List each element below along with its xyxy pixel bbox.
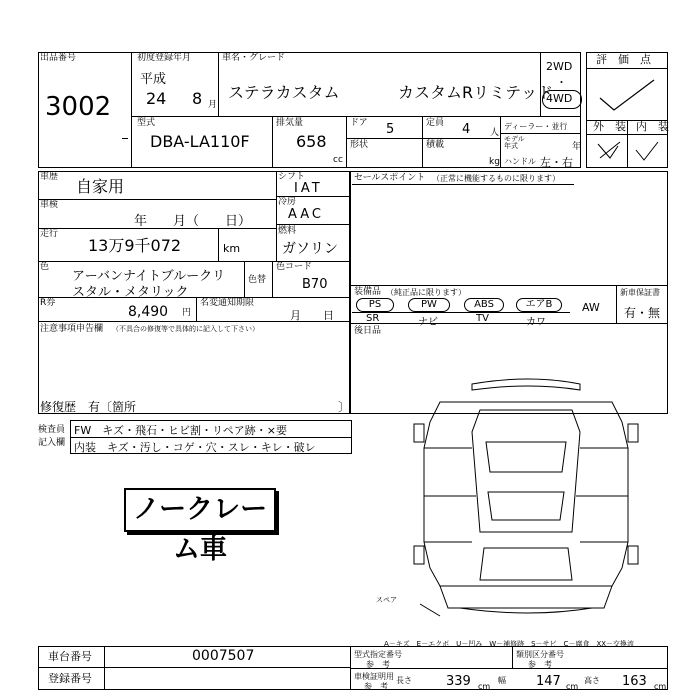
equip-aw: AW xyxy=(582,301,600,314)
equip-label: 装備品 xyxy=(354,287,382,297)
divider xyxy=(218,228,219,261)
displacement-value: 658 xyxy=(296,132,327,151)
recycle-label: R券 xyxy=(40,298,56,308)
divider xyxy=(422,116,423,168)
reg-year: 24 xyxy=(146,89,167,108)
drive-dot: ・ xyxy=(556,76,567,89)
chassis-value: 0007507 xyxy=(192,648,255,664)
divider xyxy=(512,646,513,668)
interior-label: 内 装 xyxy=(636,120,669,133)
chassis-label: 車台番号 xyxy=(48,650,92,663)
fuel-value: ガソリン xyxy=(282,241,338,257)
exterior-check-mark xyxy=(596,138,624,164)
grade: カスタムRリミテッド xyxy=(398,83,554,102)
sales-underline xyxy=(352,184,574,185)
divider xyxy=(540,52,541,116)
notice-note: （不具合の修復等で具体的に記入して下さい） xyxy=(112,325,259,333)
model-year-label: モデル 年式 xyxy=(504,135,525,150)
inspector-label-2: 記入欄 xyxy=(38,438,66,448)
shape-label: 形状 xyxy=(350,140,369,150)
handle-value: 左・右 xyxy=(540,156,573,169)
divider xyxy=(38,297,350,298)
divider xyxy=(38,667,350,668)
divider xyxy=(38,228,276,229)
color-label: 色 xyxy=(40,262,50,272)
equip-tv: TV xyxy=(476,313,489,324)
inspector-row-2: 内装 キズ・汚し・コゲ・穴・スレ・キレ・破レ xyxy=(74,441,316,454)
no-claim-stamp: ノークレーム車 xyxy=(124,488,276,532)
car-body-diagram xyxy=(400,372,660,618)
divider xyxy=(272,116,273,168)
inspection-label: 車検 xyxy=(40,200,59,210)
mileage-label: 走行 xyxy=(40,229,59,239)
height-unit: cm xyxy=(654,682,667,691)
drive-4wd: 4WD xyxy=(546,92,573,105)
car-name: ステラカスタム xyxy=(228,83,340,102)
capacity-label: 定員 xyxy=(426,118,445,128)
shift-value: IAT xyxy=(294,181,323,196)
mileage-value: 13万9千072 xyxy=(88,236,182,255)
inspector-label-1: 検査員 xyxy=(38,425,66,435)
name-change-value: 月 日 xyxy=(290,309,334,322)
interior-check-mark xyxy=(634,138,662,164)
capacity-value: 4 xyxy=(462,122,471,137)
divider xyxy=(350,285,668,286)
cert-label: 車検証明用 xyxy=(354,672,394,681)
divider xyxy=(350,323,668,324)
divider xyxy=(586,134,668,135)
recycle-value: 8,490 xyxy=(128,304,169,320)
divider xyxy=(500,116,501,168)
capacity-unit: 人 xyxy=(490,128,500,138)
reg-month: 8 xyxy=(192,89,203,108)
repair-bracket-end: 〕 xyxy=(338,400,351,414)
damage-legend: A－キズ E－エクボ U－凹み W－補修跡 S－サビ C－腐食 XX－交換流 xyxy=(384,640,635,648)
category-sub: 参 考 xyxy=(528,660,552,669)
divider xyxy=(346,116,347,168)
divider xyxy=(500,133,581,134)
divider xyxy=(272,261,273,297)
displacement-unit: cc xyxy=(333,155,343,165)
spare-label: スペア xyxy=(376,596,397,604)
category-label: 類別区分番号 xyxy=(516,650,564,659)
displacement-label: 排気量 xyxy=(276,118,304,128)
doors-value: 5 xyxy=(386,122,395,137)
load-unit: kg xyxy=(489,157,500,167)
length-value: 339 xyxy=(446,674,471,689)
shift-label: シフト xyxy=(278,172,306,182)
score-check-mark xyxy=(592,74,662,116)
sales-note: （正常に機能するものに限ります） xyxy=(432,174,560,183)
color-code-value: B70 xyxy=(302,277,328,292)
divider xyxy=(244,261,245,297)
equip-pw: PW xyxy=(408,298,450,312)
divider xyxy=(616,285,617,323)
height-label: 高さ xyxy=(584,676,600,685)
type-label: 型式 xyxy=(137,118,156,128)
model-grade-label: 車名・グレード xyxy=(222,53,286,63)
type-value: DBA-LA110F xyxy=(150,132,250,151)
divider xyxy=(38,199,276,200)
divider xyxy=(38,321,350,322)
divider xyxy=(276,171,277,261)
divider xyxy=(104,646,105,690)
rear-seat-label: 後日品 xyxy=(354,326,382,336)
exterior-label: 外 装 xyxy=(593,120,626,133)
doors-label: ドア xyxy=(350,118,368,128)
type-desig-label: 型式指定番号 xyxy=(354,650,402,659)
score-label: 評 価 点 xyxy=(596,53,651,66)
equip-ps: PS xyxy=(356,298,394,312)
divider xyxy=(218,52,219,116)
reg-era: 平成 xyxy=(140,72,167,87)
length-label: 長さ xyxy=(396,676,412,685)
warranty-value: 有・無 xyxy=(624,306,661,320)
color-value-1: アーバンナイトブルークリ xyxy=(72,269,226,284)
length-unit: cm xyxy=(478,682,491,691)
dealer-label: ディーラー・並行 xyxy=(504,122,568,131)
model-year-unit: 年 xyxy=(572,142,582,152)
warranty-label: 新車保証書 xyxy=(620,288,660,297)
divider xyxy=(346,138,500,139)
divider xyxy=(132,116,581,117)
width-label: 幅 xyxy=(498,676,506,685)
reg-month-unit: 月 xyxy=(208,100,218,110)
color-code-label: 色コード xyxy=(276,262,313,272)
inspection-value: 年 月（ 日） xyxy=(134,214,252,229)
fuel-label: 燃料 xyxy=(278,226,297,236)
ac-value: AAC xyxy=(288,207,324,222)
inspector-row-1: FW キズ・飛石・ヒビ割・リペア跡・×要 xyxy=(74,424,287,437)
divider xyxy=(196,297,197,321)
equip-note: （純正品に限ります） xyxy=(386,288,466,297)
width-unit: cm xyxy=(566,682,579,691)
name-change-label: 名変通知期限 xyxy=(200,298,255,308)
reg-no-label: 登録番号 xyxy=(48,672,92,685)
color-value-2: スタル・メタリック xyxy=(72,285,189,300)
lot-number: 3002 xyxy=(45,92,112,122)
equip-underline xyxy=(352,312,570,313)
type-desig-sub: 参 考 xyxy=(366,660,390,669)
repair-label: 修復歴 有〔箇所 xyxy=(40,400,137,414)
equip-navi: ナビ xyxy=(418,317,438,328)
height-value: 163 xyxy=(622,674,647,689)
repaint-label: 色替 xyxy=(248,275,267,285)
load-label: 積載 xyxy=(426,140,445,150)
lot-tick xyxy=(122,138,128,139)
handle-label: ハンドル xyxy=(504,157,536,166)
equip-abs: ABS xyxy=(464,298,504,312)
reg-label: 初度登録年月 xyxy=(137,53,192,63)
lot-label: 出品番号 xyxy=(40,53,77,63)
equip-airbag: エアB xyxy=(516,298,562,312)
divider xyxy=(586,68,668,69)
recycle-unit: 円 xyxy=(182,308,192,318)
equip-sr: SR xyxy=(366,313,380,324)
notice-label: 注意事項申告欄 xyxy=(40,324,104,334)
divider xyxy=(627,120,628,168)
cert-sub: 参 考 xyxy=(364,682,388,691)
divider xyxy=(350,668,668,669)
history-label: 車歴 xyxy=(40,172,59,182)
ac-label: 冷房 xyxy=(278,197,297,207)
history-value: 自家用 xyxy=(76,177,125,196)
drive-2wd: 2WD xyxy=(546,60,573,73)
sales-label: セールスポイント xyxy=(354,173,426,183)
mileage-unit: km xyxy=(223,242,241,255)
width-value: 147 xyxy=(536,674,561,689)
equip-leather: カワ xyxy=(526,317,546,328)
divider xyxy=(276,224,350,225)
